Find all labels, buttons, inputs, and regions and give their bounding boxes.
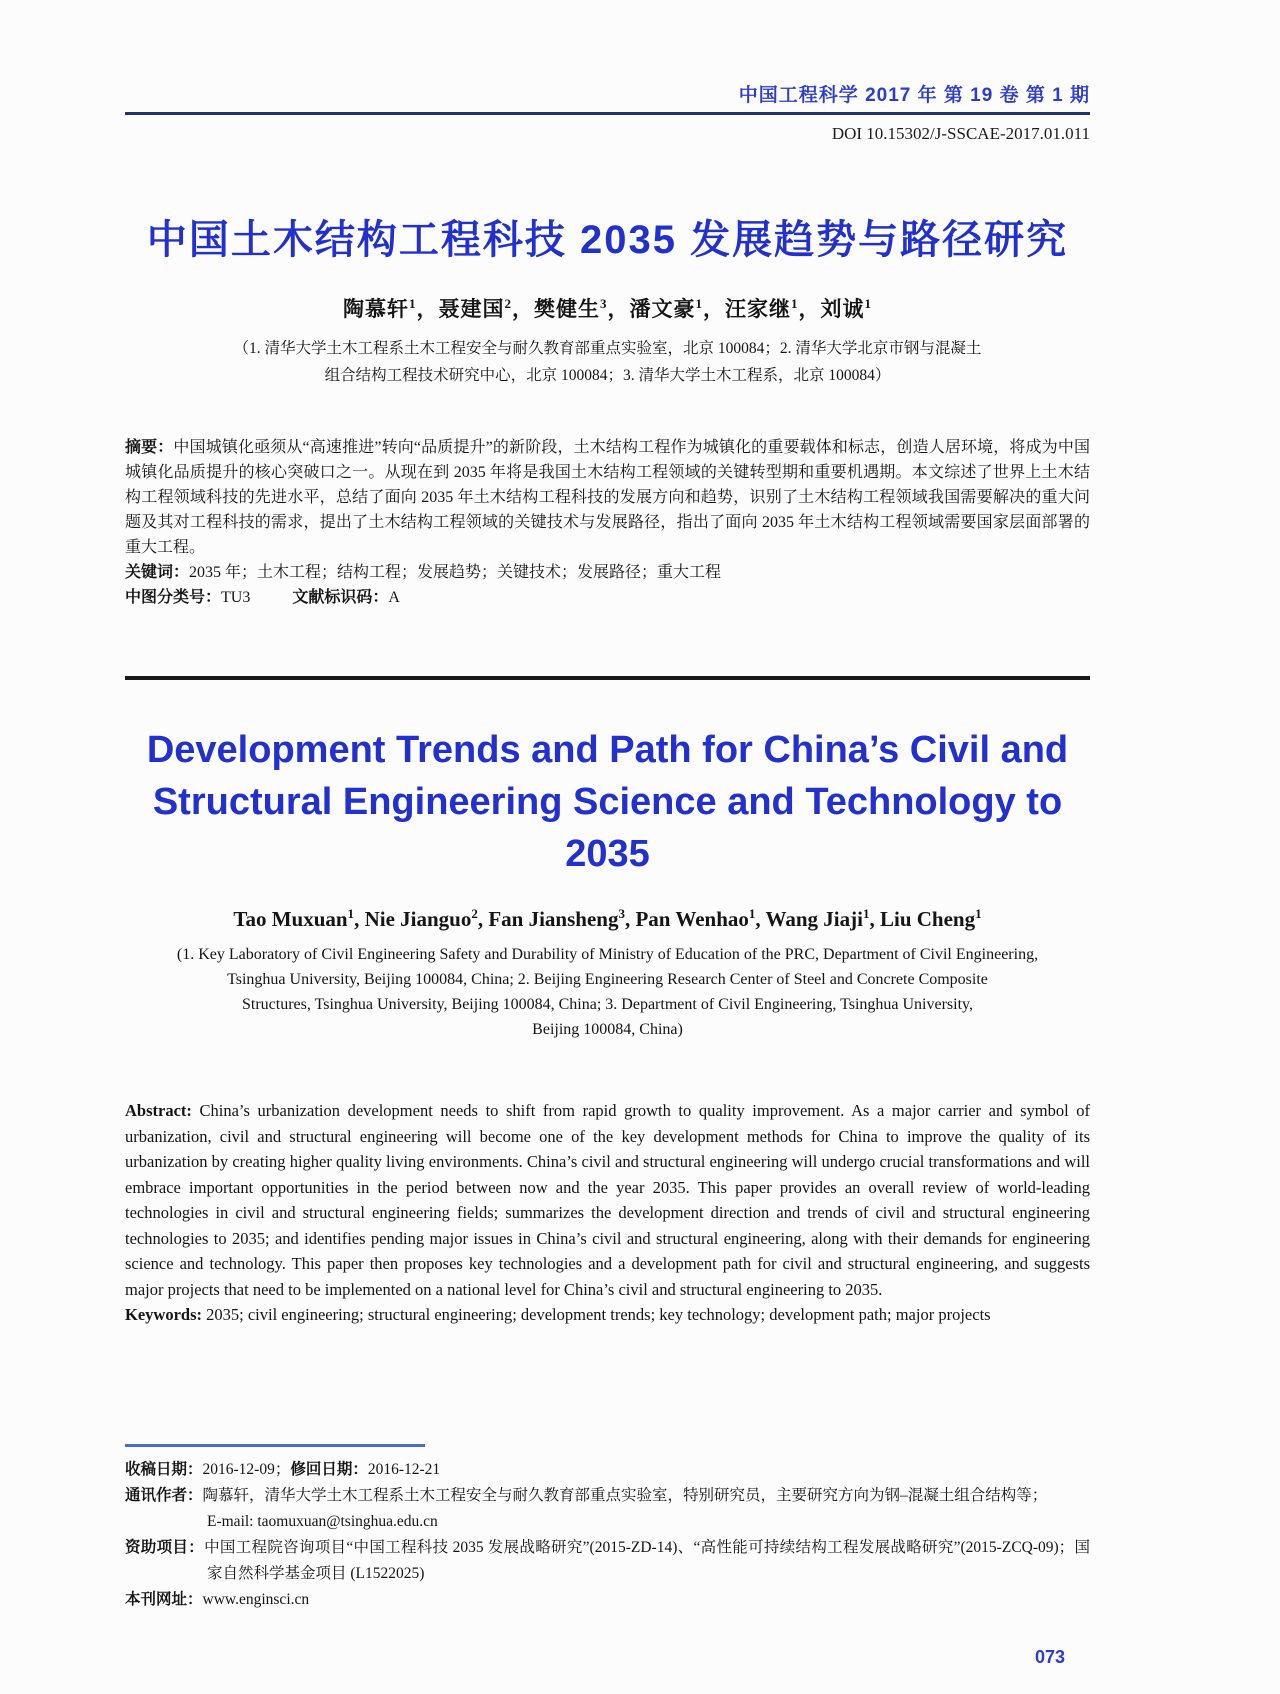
author-superscript: 1 <box>408 296 417 311</box>
author-name: Pan Wenhao <box>635 907 749 931</box>
abstract-text: China’s urbanization development needs to shift from rapid growth to quality improvement. As a major carrier and symbol of urbanization, civil and structural engineering will become one of the key development methods for China to improve the quality of its urbanization by creating higher quality living environments. China’s civil and structural engineering will undergo crucial transformations and will embrace important opportunities in the period between now and the year 2035. This paper provides an overall review of world-leading technologies in civil and structural engineering fields; summarizes the development direction and trends of civil and structural engineering technologies to 2035; and identifies pending major issues in China’s civil and structural engineering, along with their demands for engineering science and technology. This paper then proposes key technologies and a development path for civil and structural engineering, and suggests major projects that need to be implemented on a national level for China’s civil and structural engineering to 2035. <box>125 1101 1090 1299</box>
abstract-label: Abstract: <box>125 1101 192 1120</box>
doi-text: DOI 10.15302/J-SSCAE-2017.01.011 <box>831 124 1090 143</box>
corresponding-text: 陶慕轩，清华大学土木工程系土木工程安全与耐久教育部重点实验室，特别研究员，主要研究方向为钢–混凝土组合结构等； <box>202 1486 1048 1504</box>
english-title <box>125 724 1090 880</box>
funding-line <box>125 1535 1090 1587</box>
author-separator: ， <box>798 297 821 321</box>
chinese-affiliation-line: （1. 清华大学土木工程系土木工程安全与耐久教育部重点实验室，北京 100084；2. 清华大学北京市钢与混凝土 <box>233 340 982 357</box>
author-name: Tao Muxuan <box>233 907 348 931</box>
journal-title: 中国工程科学 2017 年 第 19 卷 第 1 期 <box>738 85 1090 106</box>
received-label: 收稿日期： <box>125 1460 203 1478</box>
doc-code-value: A <box>388 589 400 606</box>
section-divider <box>125 676 1090 680</box>
english-affiliation-line: Tsinghua University, Beijing 100084, China; 2. Beijing Engineering Research Center of Steel and Concrete Composite <box>227 971 988 988</box>
author-separator: , <box>755 907 766 931</box>
footnote-rule <box>125 1444 425 1447</box>
chinese-abstract-block <box>125 435 1090 610</box>
doc-code-label: 文献标识码： <box>292 589 389 606</box>
author-name: 汪家继 <box>725 297 792 321</box>
keywords-text: 2035; civil engineering; structural engineering; development trends; key technology; development path; major projects <box>202 1305 991 1324</box>
chinese-author-list <box>125 293 1090 323</box>
classification-line <box>125 585 1090 610</box>
author-superscript: 1 <box>695 296 704 311</box>
revised-label: 修回日期： <box>290 1460 368 1478</box>
author-superscript: 1 <box>864 296 873 311</box>
author-name: Wang Jiaji <box>765 907 863 931</box>
author-separator: ， <box>703 297 726 321</box>
received-value: 2016-12-09； <box>202 1460 291 1478</box>
author-name: 潘文豪 <box>629 297 696 321</box>
chinese-abstract <box>125 435 1090 560</box>
website-value: www.enginsci.cn <box>202 1590 310 1608</box>
english-author-list <box>125 906 1090 932</box>
author-superscript: 3 <box>599 296 608 311</box>
abstract-label: 摘要： <box>125 439 174 456</box>
keywords-label: Keywords: <box>125 1305 202 1324</box>
footnotes <box>125 1457 1090 1613</box>
author-superscript: 1 <box>791 296 799 311</box>
english-title-line1: Development Trends and Path for China’s Civil and <box>146 729 1069 771</box>
funding-text: 中国工程院咨询项目“中国工程科技 2035 发展战略研究”(2015-ZD-14)、“高性能可持续结构工程发展战略研究”(2015-ZCQ-09)；国家自然科学基金项目 (L1522025) <box>204 1538 1090 1582</box>
revised-value: 2016-12-21 <box>367 1460 441 1478</box>
page-number: 073 <box>1034 1646 1065 1667</box>
english-abstract-block <box>125 1098 1090 1328</box>
received-date-line <box>125 1457 1090 1483</box>
website-line <box>125 1587 1090 1613</box>
clc-label: 中图分类号： <box>125 589 222 606</box>
english-keywords <box>125 1302 1090 1328</box>
english-affiliation-line: (1. Key Laboratory of Civil Engineering Safety and Durability of Ministry of Education of the PRC, Department of Civil Engineering, <box>176 946 1039 963</box>
author-separator: , <box>624 907 636 931</box>
header-rule <box>125 112 1090 115</box>
english-affiliation-line: Structures, Tsinghua University, Beijing 100084, China; 3. Department of Civil Engineering, Tsinghua University, <box>242 996 973 1013</box>
english-abstract <box>125 1098 1090 1302</box>
author-separator: ， <box>607 297 630 321</box>
author-separator: ， <box>511 297 534 321</box>
page-content <box>125 0 1090 1668</box>
chinese-affiliation <box>125 335 1090 389</box>
author-superscript: 2 <box>504 296 512 311</box>
author-separator: , <box>477 907 489 931</box>
funding-label: 资助项目： <box>125 1538 205 1556</box>
author-superscript: 1 <box>975 906 982 921</box>
chinese-affiliation-line: 组合结构工程技术研究中心，北京 100084；3. 清华大学土木工程系，北京 100084） <box>324 367 891 384</box>
author-superscript: 1 <box>862 906 870 921</box>
keywords-text: 2035 年；土木工程；结构工程；发展趋势；关键技术；发展路径；重大工程 <box>189 564 722 581</box>
english-title-line2: Structural Engineering Science and Technology to 2035 <box>152 781 1063 875</box>
clc-value: TU3 <box>221 589 251 606</box>
chinese-keywords <box>125 560 1090 585</box>
author-superscript: 1 <box>347 906 355 921</box>
author-superscript: 3 <box>618 906 625 921</box>
author-name: 樊健生 <box>533 297 600 321</box>
english-affiliation <box>125 942 1090 1042</box>
author-name: Liu Cheng <box>879 907 976 931</box>
author-separator: , <box>869 907 880 931</box>
author-name: 聂建国 <box>438 297 505 321</box>
author-name: Fan Jiansheng <box>488 907 619 931</box>
author-name: Nie Jianguo <box>364 907 472 931</box>
keywords-label: 关键词： <box>125 564 190 581</box>
author-name: 刘诚 <box>820 297 865 321</box>
author-separator: , <box>354 907 365 931</box>
website-label: 本刊网址： <box>125 1590 203 1608</box>
english-affiliation-line: Beijing 100084, China) <box>532 1021 683 1038</box>
author-superscript: 2 <box>471 906 478 921</box>
abstract-text: 中国城镇化亟须从“高速推进”转向“品质提升”的新阶段，土木结构工程作为城镇化的重要载体和标志，创造人居环境，将成为中国城镇化品质提升的核心突破口之一。从现在到 2035 年将是我国土木结构工程领域的关键转型期和重要机遇期。本文综述了世界上土木结构工程领域科技的先进水平，总结了面向 2035 年土木结构工程科技的发展方向和趋势，识别了土木结构工程领域我国需要解决的重大问题及其对工程科技的需求，提出了土木结构工程领域的关键技术与发展路径，指出了面向 2035 年土木结构工程领域需要国家层面部署的重大工程。 <box>125 439 1090 556</box>
corresponding-author-line <box>125 1483 1090 1509</box>
email-line: E-mail: taomuxuan@tsinghua.edu.cn <box>207 1512 438 1530</box>
chinese-title: 中国土木结构工程科技 2035 发展趋势与路径研究 <box>146 218 1069 262</box>
author-name: 陶慕轩 <box>342 297 409 321</box>
author-separator: ， <box>416 297 439 321</box>
author-superscript: 1 <box>748 906 756 921</box>
corresponding-label: 通讯作者： <box>125 1486 203 1504</box>
